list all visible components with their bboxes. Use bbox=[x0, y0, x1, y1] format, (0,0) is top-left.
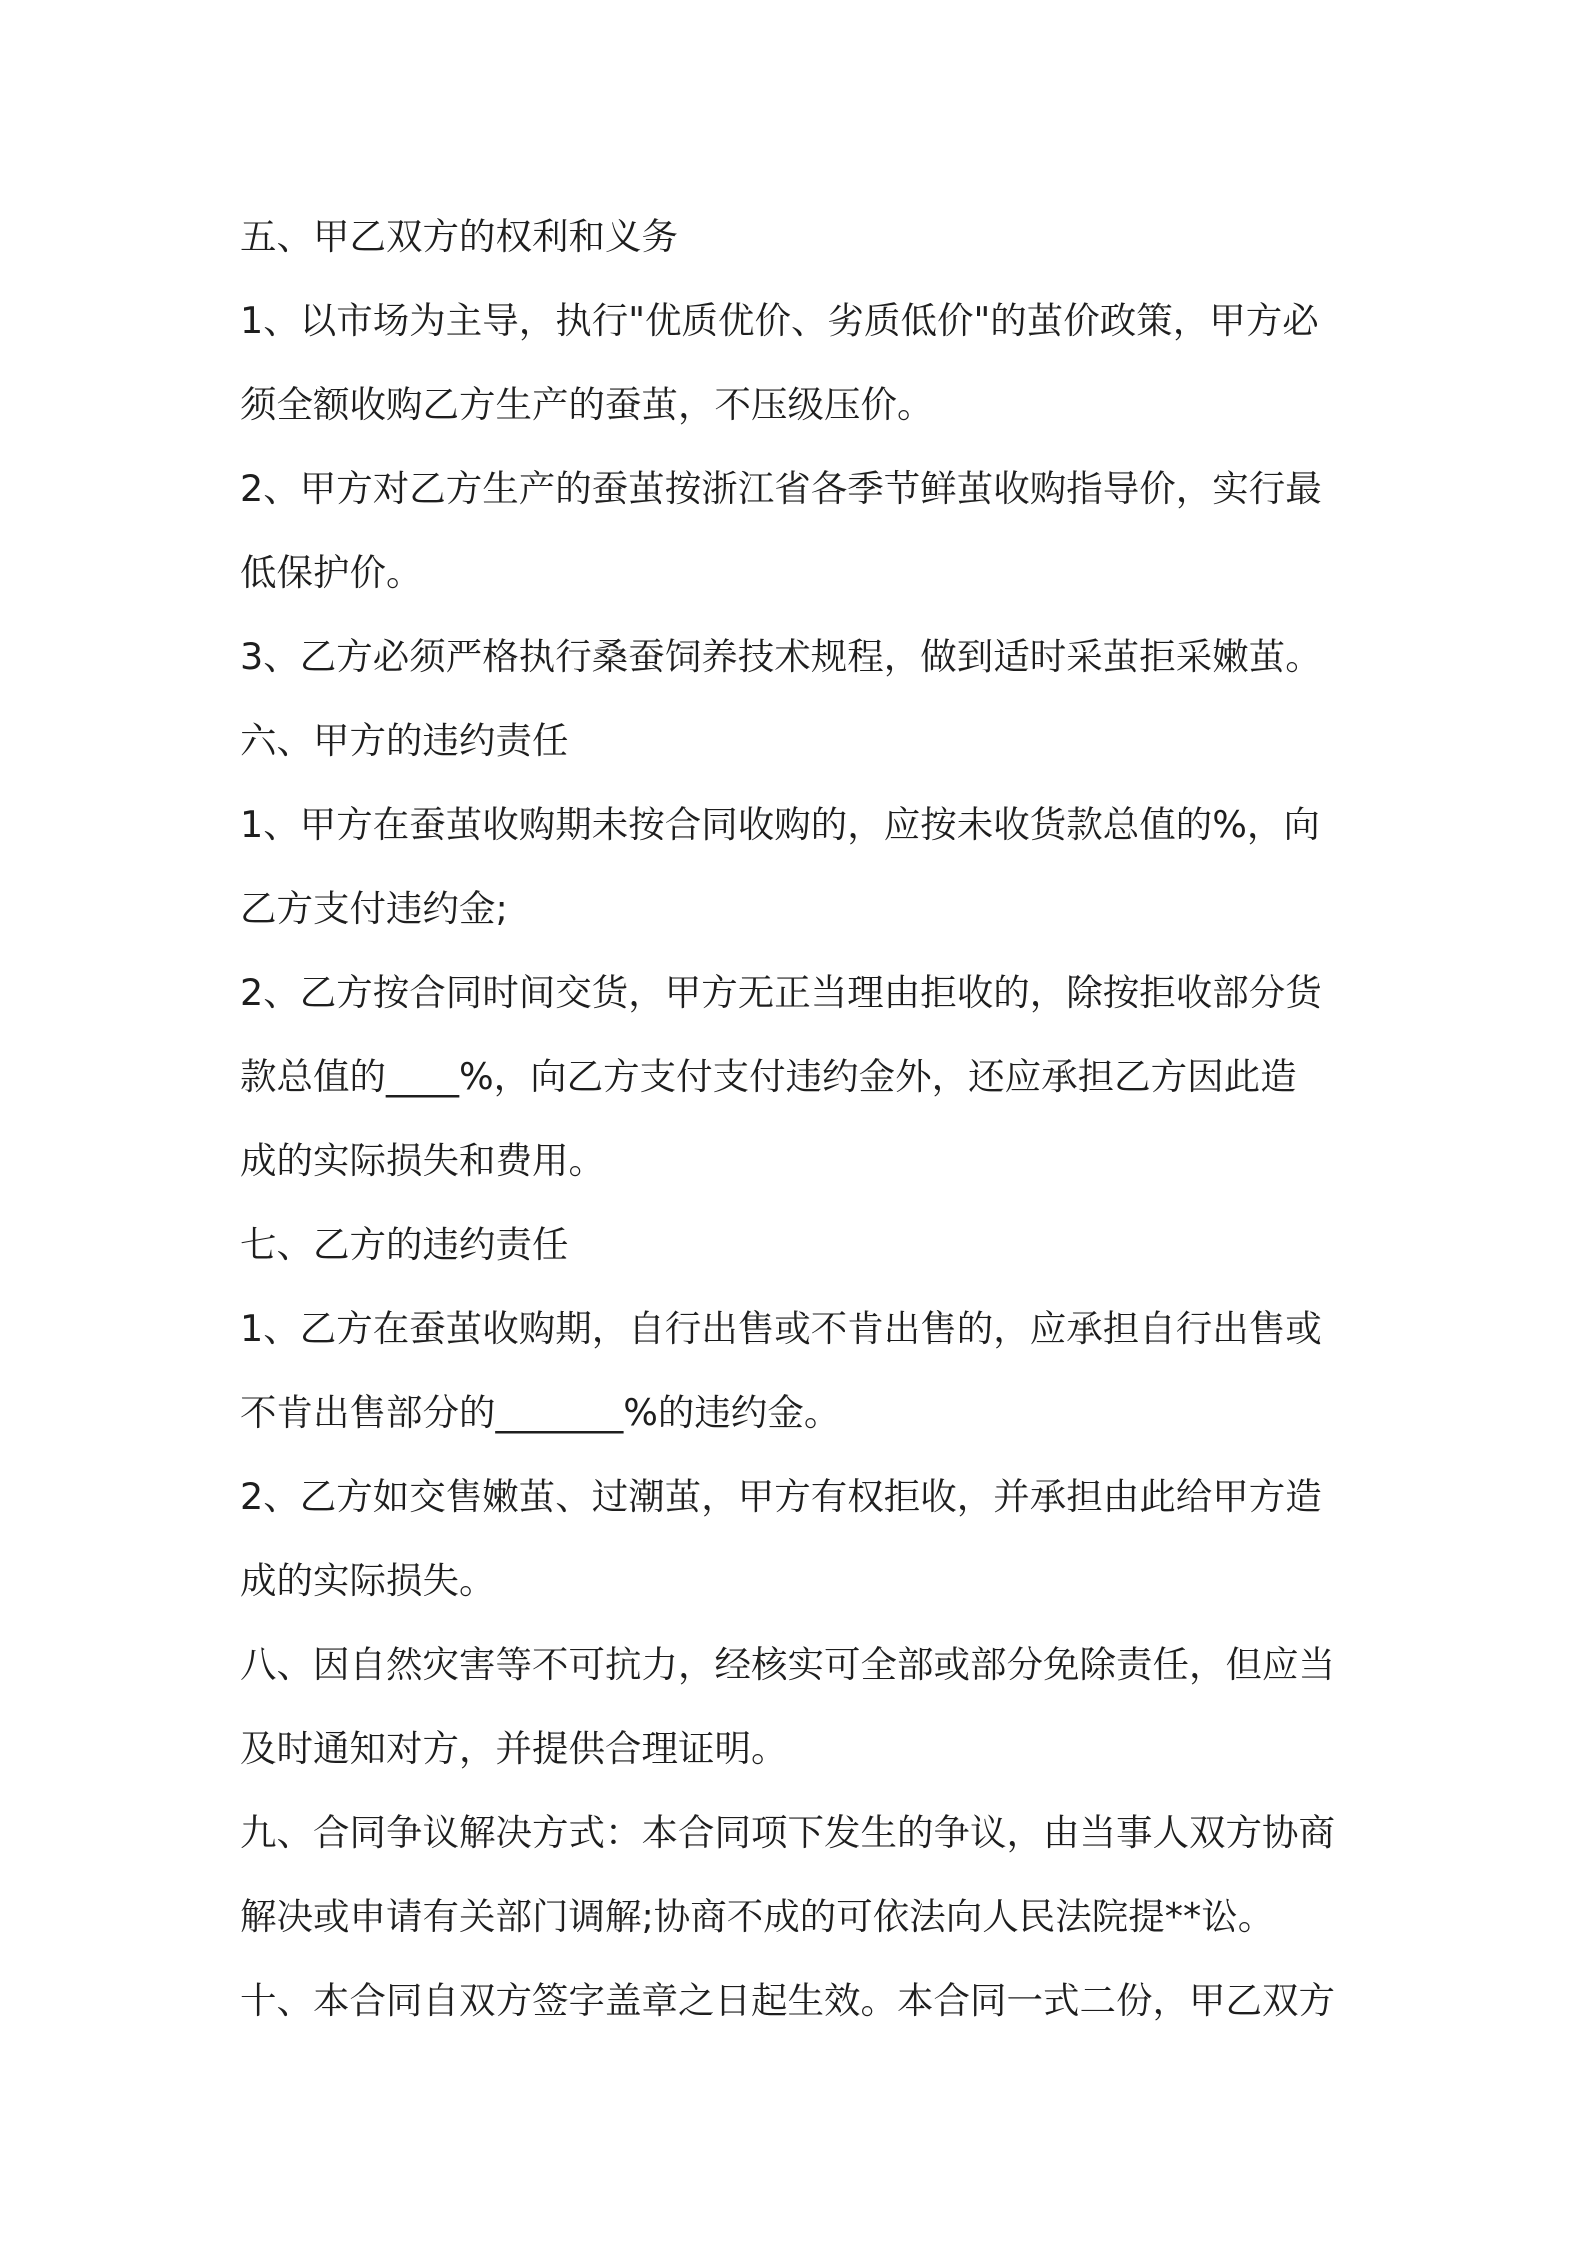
text-line: 2、乙方如交售嫩茧、过潮茧，甲方有权拒收，并承担由此给甲方造 bbox=[240, 1475, 1322, 1518]
clause-7-1 bbox=[240, 1287, 1356, 1455]
clause-6-2 bbox=[240, 951, 1356, 1203]
text-line: 款总值的____%，向乙方支付支付违约金外，还应承担乙方因此造 bbox=[240, 1055, 1297, 1098]
clause-5-3 bbox=[240, 615, 1356, 699]
text-line: 乙方支付违约金; bbox=[240, 887, 508, 930]
clause-7-2 bbox=[240, 1455, 1356, 1623]
clause-6-1 bbox=[240, 783, 1356, 951]
document-body bbox=[240, 195, 1356, 2043]
text-line: 八、因自然灾害等不可抗力，经核实可全部或部分免除责任，但应当 bbox=[240, 1643, 1335, 1686]
text-line: 2、甲方对乙方生产的蚕茧按浙江省各季节鲜茧收购指导价，实行最 bbox=[240, 467, 1322, 510]
clause-5-1 bbox=[240, 279, 1356, 447]
section-six-heading bbox=[240, 699, 1356, 783]
text-line: 不肯出售部分的_______%的违约金。 bbox=[240, 1391, 841, 1434]
text-line: 3、乙方必须严格执行桑蚕饲养技术规程，做到适时采茧拒采嫩茧。 bbox=[240, 635, 1322, 678]
text-line: 低保护价。 bbox=[240, 551, 423, 594]
section-five-heading bbox=[240, 195, 1356, 279]
text-line: 十、本合同自双方签字盖章之日起生效。本合同一式二份，甲乙双方 bbox=[240, 1979, 1335, 2022]
text-line: 2、乙方按合同时间交货，甲方无正当理由拒收的，除按拒收部分货 bbox=[240, 971, 1322, 1014]
section-ten bbox=[240, 1959, 1356, 2043]
clause-5-2 bbox=[240, 447, 1356, 615]
text-line: 1、乙方在蚕茧收购期，自行出售或不肯出售的，应承担自行出售或 bbox=[240, 1307, 1322, 1350]
text-line: 及时通知对方，并提供合理证明。 bbox=[240, 1727, 788, 1770]
text-line: 五、甲乙双方的权利和义务 bbox=[240, 215, 678, 258]
section-eight bbox=[240, 1623, 1356, 1791]
section-seven-heading bbox=[240, 1203, 1356, 1287]
text-line: 须全额收购乙方生产的蚕茧，不压级压价。 bbox=[240, 383, 934, 426]
text-line: 成的实际损失。 bbox=[240, 1559, 496, 1602]
text-line: 解决或申请有关部门调解;协商不成的可依法向人民法院提**讼。 bbox=[240, 1895, 1275, 1938]
text-line: 1、甲方在蚕茧收购期未按合同收购的，应按未收货款总值的%，向 bbox=[240, 803, 1320, 846]
text-line: 六、甲方的违约责任 bbox=[240, 719, 569, 762]
text-line: 成的实际损失和费用。 bbox=[240, 1139, 605, 1182]
text-line: 七、乙方的违约责任 bbox=[240, 1223, 569, 1266]
section-nine bbox=[240, 1791, 1356, 1959]
text-line: 1、以市场为主导，执行"优质优价、劣质低价"的茧价政策，甲方必 bbox=[240, 299, 1319, 342]
text-line: 九、合同争议解决方式：本合同项下发生的争议，由当事人双方协商 bbox=[240, 1811, 1335, 1854]
